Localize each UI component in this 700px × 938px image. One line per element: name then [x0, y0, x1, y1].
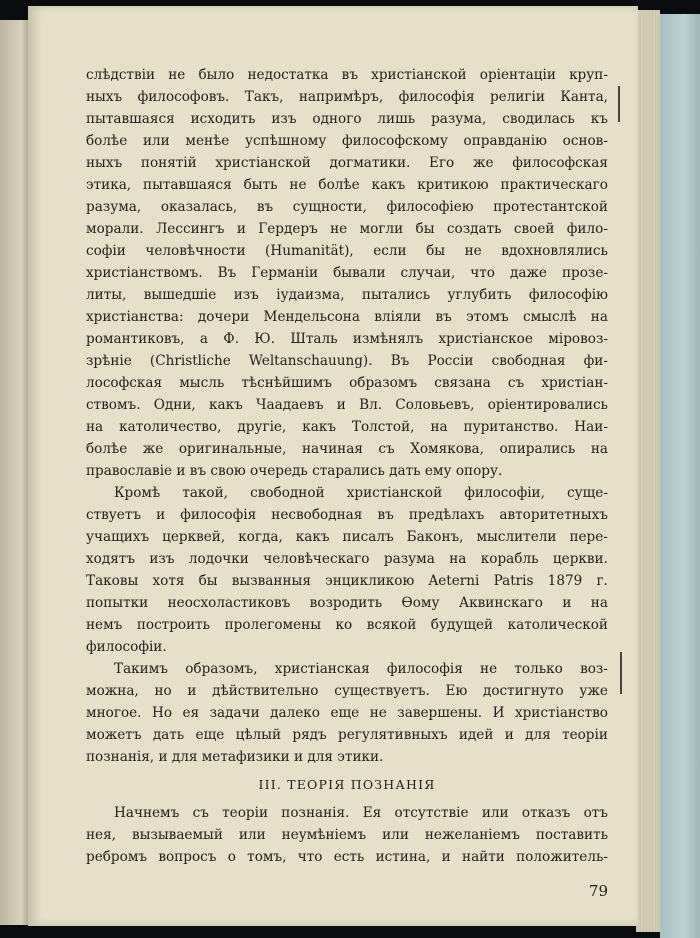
page-number: 79 — [588, 882, 608, 900]
text-line: болѣе же оригинальные, начиная съ Хомякова, опирались на — [86, 441, 608, 457]
text-line: ствомъ. Одни, какъ Чаадаевъ и Вл. Соловьевъ, оріентировались — [86, 397, 608, 413]
text-line: пытавшаяся исходить изъ одного лишь разума, сводилась къ — [86, 111, 608, 127]
book-page — [28, 6, 638, 926]
text-line: Начнемъ съ теоріи познанія. Ея отсутствіе или отказъ отъ — [114, 805, 608, 821]
text-line: ребромъ вопросъ о томъ, что есть истина, и найти положитель- — [86, 849, 608, 865]
text-line: попытки неосхоластиковъ возродить Ѳому Аквинскаго и на — [86, 595, 608, 611]
text-line: ныхъ философовъ. Такъ, напримѣръ, философія религіи Канта, — [86, 89, 608, 105]
text-line: морали. Лессингъ и Гердеръ не могли бы создать своей фило- — [86, 221, 608, 237]
text-line: можетъ дать еще цѣлый рядъ регулятивныхъ идей и для теоріи — [86, 727, 608, 743]
text-line: софіи человѣчности (Humanität), если бы не вдохновлялись — [86, 243, 608, 259]
text-line: слѣдствіи не было недостатка въ христіанской оріентаціи круп- — [86, 67, 608, 83]
text-line: лософская мысль тѣснѣйшимъ образомъ связана съ христіан- — [86, 375, 608, 391]
text-line: Кромѣ такой, свободной христіанской философіи, суще- — [114, 485, 608, 501]
facing-page-edge — [0, 20, 30, 925]
text-line: ходятъ изъ лодочки человѣческаго разума на корабль церкви. — [86, 551, 608, 567]
text-line: на католичество, другіе, какъ Толстой, на пуританство. Наи- — [86, 419, 608, 435]
text-line: христіанствомъ. Въ Германіи бывали случаи, что даже прозе- — [86, 265, 608, 281]
text-line: нея, вызываемый или неумѣніемъ или нежеланіемъ поставить — [86, 827, 608, 843]
text-line: болѣе или менѣе успѣшному философскому оправданію основ- — [86, 133, 608, 149]
text-line: зрѣніе (Christliche Weltanschauung). Въ Россіи свободная фи- — [86, 353, 608, 369]
text-line: этика, пытавшаяся быть не болѣе какъ критикою практическаго — [86, 177, 608, 193]
text-line: романтиковъ, а Ф. Ю. Шталь измѣнялъ христіанское міровоз- — [86, 331, 608, 347]
paragraph — [86, 64, 608, 482]
text-line: ныхъ понятій христіанской догматики. Его же философская — [86, 155, 608, 171]
text-line: учащихъ церквей, когда, какъ писалъ Баконъ, мыслители пере- — [86, 529, 608, 545]
book-cover-edge — [660, 14, 700, 938]
section-heading: III. ТЕОРІЯ ПОЗНАНІЯ — [258, 777, 436, 792]
paragraph — [86, 482, 608, 658]
page-stack-edge — [636, 10, 660, 932]
text-line: Такимъ образомъ, христіанская философія не только воз- — [114, 661, 608, 677]
text-line: познанія, и для метафизики и для этики. — [86, 749, 384, 765]
page-text — [86, 64, 608, 868]
paragraph — [86, 802, 608, 868]
text-line: разума, оказалась, въ сущности, философіею протестантской — [86, 199, 608, 215]
text-line: философіи. — [86, 639, 167, 655]
text-line: ствуетъ и философія несвободная въ предѣлахъ авторитетныхъ — [86, 507, 608, 523]
text-line: христіанства: дочери Мендельсона вліяли въ этомъ смыслѣ на — [86, 309, 608, 325]
text-line: многое. Но ея задачи далеко еще не завершены. И христіанство — [86, 705, 608, 721]
text-line: Таковы хотя бы вызванныя энцикликою Aeterni Patris 1879 г. — [86, 573, 608, 589]
margin-mark — [618, 86, 620, 122]
text-line: православіе и въ свою очередь старались дать ему опору. — [86, 463, 503, 479]
paragraph — [86, 658, 608, 768]
text-line: немъ построить пролегомены ко всякой будущей католической — [86, 617, 608, 633]
margin-mark — [620, 652, 622, 694]
text-line: можна, но и дѣйствительно существуетъ. Ею достигнуто уже — [86, 683, 608, 699]
text-line: литы, вышедшіе изъ іудаизма, пытались углубить философію — [86, 287, 608, 303]
